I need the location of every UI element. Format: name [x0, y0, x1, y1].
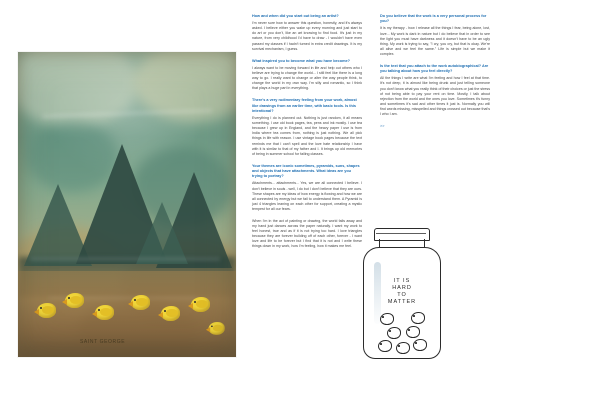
- interview-column-middle: [252, 14, 362, 254]
- mountain-shape: [136, 202, 188, 264]
- interview-column-right: [380, 14, 490, 129]
- artwork-painting: [18, 52, 236, 357]
- jar-bird-icon: [385, 325, 401, 339]
- jar-label-line: HARD: [392, 285, 412, 291]
- jar-label-line: TO: [397, 292, 407, 298]
- paint-streak: [30, 258, 220, 260]
- jar-label-line: MATTER: [387, 299, 417, 305]
- jar-label: [364, 278, 440, 306]
- interview-answer: I'm never sure how to answer this question, honestly, and it's always asked. I believe either you wake up every morning and just start to do art or you don't, like an art knowing to find food. It's just in my nature, from very childhood I'd have to draw - I wouldn't have even passed my classes if I hadn't turned in extra credit drawings. It is my survival mechanism, I guess.: [252, 21, 362, 51]
- bird-icon: [158, 302, 184, 324]
- artwork-caption: SAINT GEORGE: [80, 339, 126, 345]
- interview-question: How and when did you start out being an artist?: [252, 14, 339, 18]
- artwork-painting-container: [18, 52, 236, 357]
- interview-answer: I always want to be moving forward in life and help out others who I believe are trying to change the world... I still feel like there is a long way to go. I really want to change or alter the way people think, to change the world in my own way. I'm silly and romantic, so I think that plays a huge part in everything.: [252, 65, 362, 91]
- jar-bird-icon: [378, 311, 394, 325]
- jar-bird-icon: [394, 340, 410, 354]
- bird-icon: [62, 289, 88, 311]
- jar-bird-icon: [409, 310, 425, 324]
- bird-icon: [206, 319, 228, 338]
- interview-answer: It is my therapy - how I release all the things I fear, being alone, lost, love... My work is dark in nature but I do believe that in order to see the light you must have darkness and it doesn't have to be an ugly thing. My work is trying to say, "I cry, you cry, but that is okay. We're all alive and we feel the same." Life is simple but we make it complex.: [380, 26, 490, 56]
- bird-icon: [34, 299, 60, 321]
- jar-bird-icon: [376, 338, 392, 352]
- bird-icon: [92, 301, 118, 323]
- jar-body: [363, 247, 441, 359]
- interview-question: Your themes are iconic sometimes, pyramids, suns, shapes and objects that have attachments. What ideas are you trying to portray?: [252, 163, 360, 179]
- interview-question: Do you believe that the work is a very personal process for you?: [380, 14, 487, 24]
- jar-neck: [379, 239, 425, 247]
- interview-answer: Attachments... attachments... Yes, we are all connected I believe. I don't believe in souls - well, I do but I don't believe that they are ours. These shapes are my ideas of how energy is flowing and how we are all connected by energy but we fail to understand them. A Pyramid is just 4 triangles leaning on each other for support, creating a mystic tempest for all our fears.: [252, 181, 362, 211]
- interview-answer: All the things I write are what I'm feeling and how I feel at that time. It's not deep, it is almost like being drunk and just telling someone you don't know what you really think of their choices or just the stress of not being able to pay your rent on time. Mostly, I talk about rejection from the world and the ones you love. Sometimes it's funny and sometimes it's sad and other times it just is. Normally you will find words missing, misspelled and things crossed out because that's I who I am.: [380, 76, 490, 117]
- bird-icon: [128, 291, 154, 313]
- jar-bird-icon: [404, 324, 420, 338]
- jar-label-line: IT IS: [393, 278, 411, 284]
- jar-bird-icon: [411, 337, 427, 351]
- artwork-jar-container: [358, 228, 444, 360]
- interview-answer: When I'm in the act of painting or drawing, the world falls away and my hand just dances across the paper naturally. I want my work to feel honest, true and as if it is not trying too hard. I love triangles because they are forever building off of each other, forever - I want love and life to be forever but I find that it is not and I write these things down in my work, how I'm feeling, how it makes me feel.: [252, 218, 362, 249]
- interview-question: Is the text that you attach to the work autobiographical? Are you talking about how you feel directly?: [380, 63, 489, 74]
- interview-end-mark: >>: [380, 124, 385, 129]
- bird-icon: [188, 293, 214, 315]
- interview-question: What inspired you to become what you have become?: [252, 58, 350, 63]
- jar-lid-line: [376, 233, 426, 234]
- interview-answer: Everything I do is planned out. Nothing is just random, it all means something. I use old book pages, tea, pens and ink mostly. I use tea because I grew up in England, and the heavy paper I use is from India where tea comes from, nothing is just nothing. We all pick things in life with reason. I use vintage book pages because the text reminds me that I can't spell and the love hate relationship I have with it is similar to that of my father and I. It brings up old memories of being in summer school for failing classes.: [252, 116, 362, 156]
- interview-question: There's a very rudimentary feeling from your work, almost like drawings from an earlier time, with basic tools. Is this intentional?: [252, 98, 357, 113]
